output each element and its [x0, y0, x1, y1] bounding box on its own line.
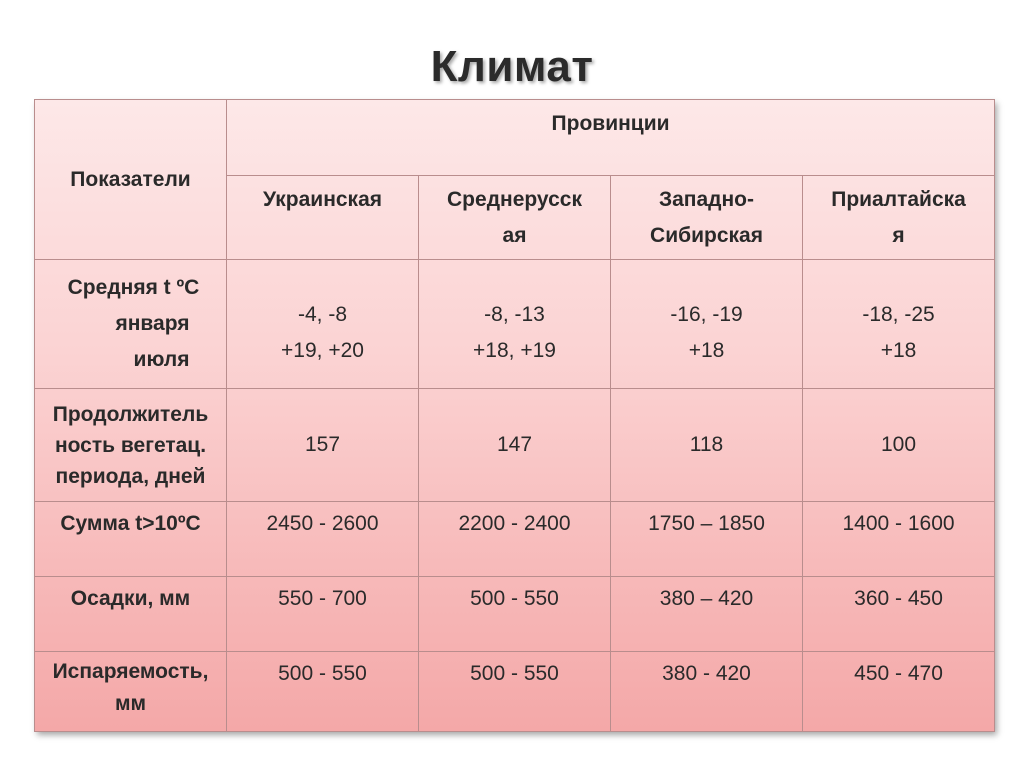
evaporation-label-line2: мм: [114, 692, 147, 715]
vegetation-value: 157: [227, 389, 419, 502]
evaporation-label: [35, 652, 227, 732]
province-altai: [803, 176, 995, 260]
temperature-july-value: +18: [688, 339, 725, 362]
temperature-label: [35, 260, 227, 389]
evaporation-value: 450 - 470: [803, 652, 995, 732]
temperature-january-value: -18, -25: [862, 303, 935, 326]
province-altai-line1: Приалтайска: [831, 188, 966, 211]
vegetation-label-line1: Продолжитель: [52, 402, 209, 426]
sum-temperature-label: Сумма t>10ºС: [35, 502, 227, 577]
evaporation-value: 500 - 550: [227, 652, 419, 732]
province-ukrainian-line1: Украинская: [263, 188, 382, 211]
climate-table: [34, 99, 995, 732]
precipitation-label: Осадки, мм: [35, 577, 227, 652]
province-west-siberian-line1: Западно-: [658, 188, 755, 211]
evaporation-label-line1: Испаряемость,: [52, 660, 209, 683]
evaporation-value: 380 - 420: [611, 652, 803, 732]
sum-temperature-value: 1400 - 1600: [803, 502, 995, 577]
table-row-vegetation: [35, 389, 995, 502]
province-west-siberian: [611, 176, 803, 260]
temperature-cell: [227, 260, 419, 389]
sum-temperature-value: 2450 - 2600: [227, 502, 419, 577]
vegetation-value: 100: [803, 389, 995, 502]
temperature-cell: [419, 260, 611, 389]
table-row-sum-temperature: [35, 502, 995, 577]
temperature-july-value: +19, +20: [281, 339, 364, 362]
temperature-label-line1: Средняя t ºС: [67, 276, 200, 299]
province-altai-line2: я: [892, 224, 905, 247]
vegetation-label-line2: ность вегетац.: [54, 433, 207, 457]
evaporation-value: 500 - 550: [419, 652, 611, 732]
temperature-label-january: января: [115, 312, 190, 335]
temperature-january-value: -8, -13: [484, 303, 545, 326]
province-central-russian-line2: ая: [502, 224, 527, 247]
vegetation-value: 147: [419, 389, 611, 502]
vegetation-value: 118: [611, 389, 803, 502]
temperature-july-value: +18: [880, 339, 917, 362]
provinces-header: Провинции: [227, 100, 995, 176]
temperature-cell: [803, 260, 995, 389]
table-row-precipitation: [35, 577, 995, 652]
table-row-evaporation: [35, 652, 995, 732]
temperature-january-value: -4, -8: [297, 303, 347, 326]
province-ukrainian: [227, 176, 419, 260]
temperature-label-july: июля: [133, 348, 190, 371]
vegetation-label: [35, 389, 227, 502]
temperature-january-value: -16, -19: [670, 303, 743, 326]
temperature-cell: [611, 260, 803, 389]
province-central-russian-line1: Среднерусск: [447, 188, 582, 211]
table-row-temperature: [35, 260, 995, 389]
climate-table-container: [34, 99, 994, 731]
precipitation-value: 380 – 420: [611, 577, 803, 652]
province-west-siberian-line2: Сибирская: [650, 224, 763, 247]
sum-temperature-value: 1750 – 1850: [611, 502, 803, 577]
vegetation-label-line3: периода, дней: [55, 464, 206, 488]
precipitation-value: 360 - 450: [803, 577, 995, 652]
precipitation-value: 500 - 550: [419, 577, 611, 652]
province-central-russian: [419, 176, 611, 260]
sum-temperature-value: 2200 - 2400: [419, 502, 611, 577]
page-title: Климат: [430, 42, 594, 91]
precipitation-value: 550 - 700: [227, 577, 419, 652]
table-header-row: [35, 100, 995, 176]
indicators-header: Показатели: [35, 100, 227, 260]
temperature-july-value: +18, +19: [473, 339, 556, 362]
